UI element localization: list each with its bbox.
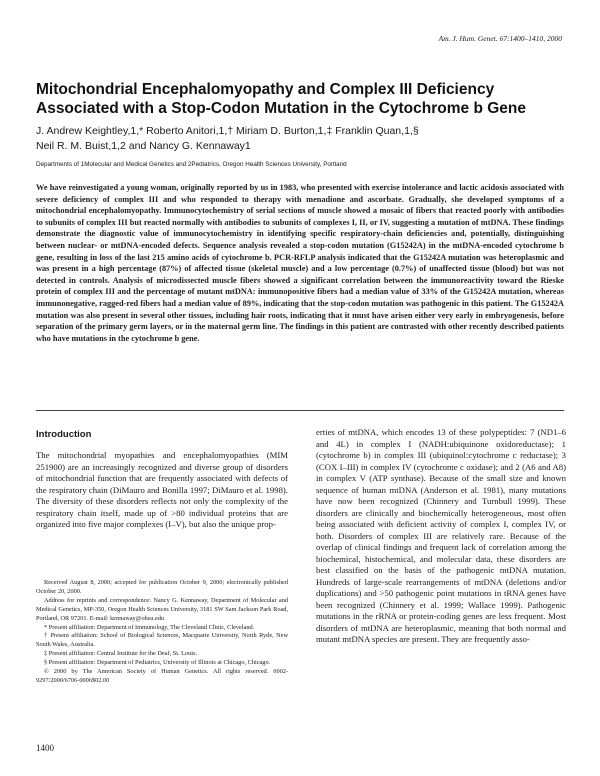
journal-reference: Am. J. Hum. Genet. 67:1400–1410, 2000 — [438, 34, 562, 43]
article-title: Mitochondrial Encephalomyopathy and Complex III Deficiency Associated with a Stop-Codon Mutation in the Cytochrome b Gene — [36, 81, 526, 117]
section-heading-introduction: Introduction — [36, 429, 92, 440]
intro-right-column: erties of mtDNA, which encodes 13 of these polypeptides: 7 (ND1–6 and 4L) in complex I (NADH:ubiquinone oxidoreductase); 1 (cytochrome b) in complex III (ubiquinol:cytochrome c reductase); 3 (COX I–III) in complex IV (cytochrome c oxidase); and 2 (A6 and A8) in complex V (ATP synthase). Because of the small size and known sequence of human mtDNA (Anderson et al. 1981), many mutations have now been recognized (Chinnery and Turnbull 1999). These disorders are clinically and biochemically heterogeneous, most often being associated with deficient activity of complex I, complex IV, or both. Disorders of complex III are relatively rare. Because of the overlap of clinical findings and frequent lack of correlation among the biochemical, histochemical, and molecular data, these disorders are best classified on the basis of the pathogenic mtDNA mutation. Hundreds of large-scale rearrangements of mtDNA (deletions and/or duplications) and >50 pathogenic point mutations in tRNA genes have been recognized (Chinnery et al. 1999; Wallace 1999). Pathogenic mutations in the rRNA or protein-coding genes are less frequent. Most disorders of mtDNA are heteroplasmic, meaning that both normal and mutant mtDNA species are present. They are frequently asso- — [316, 427, 566, 644]
footnote-copyright: © 2000 by The American Society of Human Genetics. All rights reserved. 0002-9297/2000/6706-0006$02.00 — [36, 668, 288, 684]
footnote-affiliation: § Present affiliation: Department of Pediatrics, University of Illinois at Chicago, Chicago. — [44, 659, 271, 667]
authors-line-2: Neil R. M. Buist,1,2 and Nancy G. Kennaway1 — [36, 140, 251, 152]
affiliations: Departments of 1Molecular and Medical Genetics and 2Pediatrics, Oregon Health Sciences University, Portland — [36, 161, 347, 168]
abstract: We have reinvestigated a young woman, originally reported by us in 1983, who presented with exercise intolerance and lactic acidosis associated with severe deficiency of complex III and who responded to therapy with menadione and ascorbate. Gradually, she developed symptoms of a mitochondrial encephalomyopathy. Immunocytochemistry of serial sections of muscle showed a mosaic of fibers that reacted poorly with antibodies to subunits of complex III but reacted normally with antibodies to subunits of complexes I, II, or IV, suggesting a mutation of mtDNA. These findings demonstrate the diagnostic value of immunocytochemistry in identifying specific respiratory-chain deficiencies and, potentially, distinguishing between nuclear- or mtDNA-encoded defects. Sequence analysis revealed a stop-codon mutation (G15242A) in the mtDNA-encoded cytochrome b gene, resulting in loss of the last 215 amino acids of cytochrome b. PCR-RFLP analysis indicated that the G15242A mutation was heteroplasmic and was present in a high percentage (87%) of affected tissue (skeletal muscle) and a low percentage (0.7%) of unaffected tissue (blood) but was not detected in controls. Analysis of microdissected muscle fibers showed a significant correlation between the immunoreactivity toward the Rieske protein of complex III and the percentage of mutant mtDNA: immunopositive fibers had a median value of 33% of the G15242A mutation, whereas immunonegative, ragged-red fibers had a median value of 89%, indicating that the stop-codon mutation was pathogenic in this patient. The G15242A mutation was also present in several other tissues, including hair roots, indicating that it must have arisen either very early in embryogenesis, before separation of the primary germ layers, or in the maternal germ line. The findings in this patient are contrasted with other recently described patients who have mutations in the cytochrome b gene. — [36, 183, 564, 343]
footnote-affiliation: ‡ Present affiliation: Central Institute for the Deaf, St. Louis. — [44, 650, 198, 658]
footnote-correspondence: Address for reprints and correspondence: Nancy G. Kennaway, Department of Molecular and Medical Genetics, MP-350, Oregon Health Sciences University, 3181 SW Sam Jackson Park Road, Portland, OR 97201. E-mail: kennaway@ohsu.edu — [36, 596, 288, 622]
page-number: 1400 — [36, 743, 54, 753]
abstract-divider — [36, 410, 564, 411]
authors-line-1: J. Andrew Keightley,1,* Roberto Anitori,1,† Miriam D. Burton,1,‡ Franklin Quan,1,§ — [36, 125, 419, 137]
footnote-affiliation: † Present affiliation: School of Biological Sciences, Macquarie University, North Ryde, New South Wales, Australia. — [36, 632, 288, 649]
footnotes — [36, 579, 288, 686]
footnote-affiliation: * Present affiliation: Department of Immunology, The Cleveland Clinic, Cleveland. — [44, 623, 255, 631]
intro-left-column: The mitochondrial myopathies and encephalomyopathies (MIM 251900) are an increasingly recognized and diverse group of disorders of mitochondrial function that are frequently associated with defects of the respiratory chain (DiMauro and Bonilla 1997; DiMauro et al. 1998). The diversity of these disorders reflects not only the complexity of the respiratory chain itself, made up of >80 individual proteins that are organized into five major complexes (I–V), but also the unique prop- — [36, 450, 288, 529]
footnote-received: Received August 8, 2000; accepted for publication October 9, 2000; electronically published October 20, 2000. — [36, 579, 288, 595]
author-list — [36, 124, 556, 154]
